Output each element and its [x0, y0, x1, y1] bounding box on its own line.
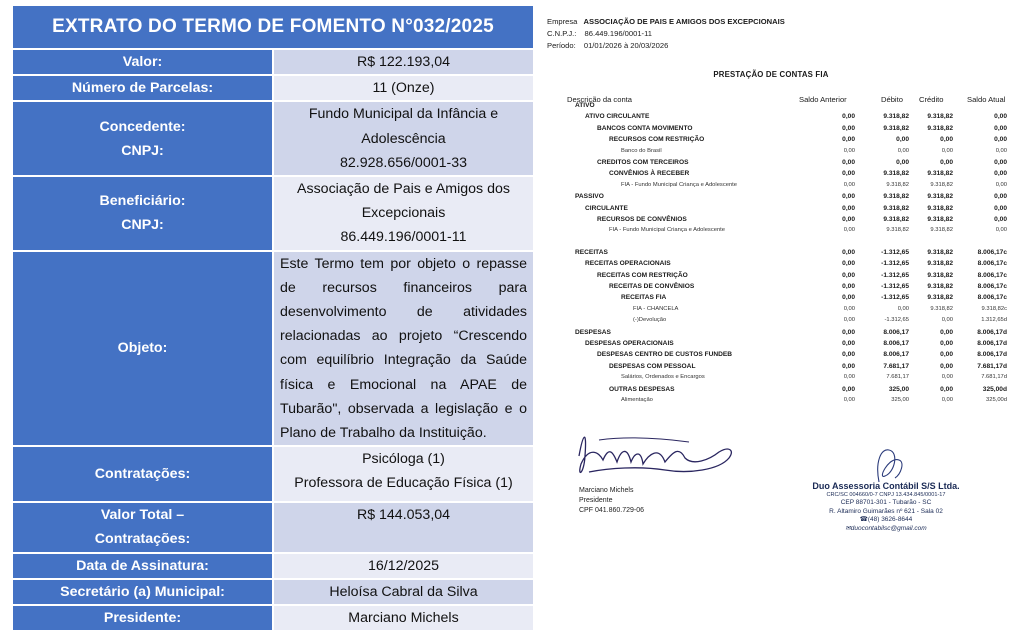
row-value	[273, 446, 534, 502]
account-row	[541, 259, 1013, 268]
saldo-anterior-value: 0,00	[842, 248, 855, 256]
extrato-row	[12, 101, 534, 176]
saldo-anterior-value: 0,00	[842, 340, 855, 347]
extrato-table	[11, 4, 535, 632]
credito-value: 9.318,82	[927, 271, 953, 279]
row-label: Objeto:	[12, 251, 273, 447]
credito-value: 9.318,82	[930, 305, 953, 312]
extrato-row	[12, 49, 534, 75]
signer-name: Marciano Michels	[579, 487, 634, 494]
account-description: RECEITAS	[575, 248, 608, 256]
credito-value: 0,00	[941, 374, 953, 381]
saldo-atual-value: 0,00	[994, 113, 1007, 121]
saldo-anterior-value: 0,00	[842, 159, 855, 166]
account-description: DESPESAS COM PESSOAL	[609, 362, 696, 370]
account-description: ATIVO CIRCULANTE	[585, 113, 650, 121]
email-icon: ✉	[845, 524, 851, 532]
saldo-atual-value: 325,00d	[986, 397, 1007, 403]
stamp-phone: (48) 3626-8644	[867, 516, 913, 524]
account-row	[541, 204, 1013, 213]
saldo-atual-value: 7.681,17d	[977, 362, 1007, 370]
accountant-signature	[859, 442, 919, 486]
accountant-stamp	[811, 482, 961, 534]
debito-value: 7.681,17	[883, 362, 909, 370]
debito-value: 7.681,17	[886, 374, 909, 381]
signature-marciano	[569, 416, 749, 486]
account-description: Salários, Ordenados e Encargos	[621, 374, 705, 381]
row-label: Presidente:	[12, 605, 273, 631]
row-value-line: 86.449.196/0001-11	[340, 229, 467, 246]
account-description: PASSIVO	[575, 193, 604, 201]
debito-value: 9.318,82	[886, 181, 909, 188]
debito-value: 325,00	[888, 385, 909, 393]
credito-value: 9.318,82	[927, 193, 953, 201]
account-row	[541, 396, 1013, 405]
saldo-anterior-value: 0,00	[842, 351, 855, 359]
periodo-value: 01/01/2026 à 20/03/2026	[583, 41, 669, 50]
cnpj-label: C.N.P.J.:	[547, 29, 577, 38]
account-description: Alimentação	[621, 397, 653, 403]
credito-value: 9.318,82	[927, 113, 953, 121]
row-label: Contratações:	[12, 446, 273, 502]
credito-value: 0,00	[941, 317, 953, 324]
account-description: CONVÊNIOS À RECEBER	[609, 170, 690, 178]
account-description: OUTRAS DESPESAS	[609, 385, 675, 393]
saldo-anterior-value: 0,00	[843, 181, 855, 188]
row-value	[273, 101, 534, 176]
credito-value: 0,00	[940, 385, 953, 393]
row-label-line: Contratações:	[94, 531, 191, 548]
account-description: DESPESAS	[575, 328, 611, 336]
account-row	[541, 362, 1013, 371]
account-row	[541, 339, 1013, 348]
account-description: RECURSOS DE CONVÊNIOS	[597, 216, 687, 223]
debito-value: 8.006,17	[883, 340, 909, 347]
account-row	[541, 101, 1013, 110]
saldo-anterior-value: 0,00	[842, 113, 855, 121]
debito-value: 0,00	[897, 305, 909, 312]
row-value: R$ 122.193,04	[273, 49, 534, 75]
row-value-line: Associação de Pais e Amigos dos Excepcionais	[297, 181, 510, 222]
account-row	[541, 158, 1013, 167]
account-row	[541, 328, 1013, 337]
saldo-anterior-value: 0,00	[842, 271, 855, 279]
extrato-row	[12, 605, 534, 631]
account-row	[541, 215, 1013, 224]
debito-value: 9.318,82	[883, 124, 909, 132]
row-label: Secretário (a) Municipal:	[12, 579, 273, 605]
debito-value: 9.318,82	[883, 216, 909, 223]
account-row	[541, 385, 1013, 394]
stamp-crc: CRC/SC 004660/0-7 CNPJ 13.434.845/0001-17	[826, 491, 946, 498]
account-description: FIA - Fundo Municipal Criança e Adolescente	[609, 227, 725, 234]
row-value: 16/12/2025	[273, 553, 534, 579]
saldo-atual-value: 0,00	[994, 124, 1007, 132]
debito-value: 9.318,82	[883, 113, 909, 121]
row-value-line: Fundo Municipal da Infância e Adolescência	[308, 106, 499, 147]
row-value: Heloísa Cabral da Silva	[273, 579, 534, 605]
debito-value: 8.006,17	[883, 351, 909, 359]
row-label-line: CNPJ:	[121, 217, 164, 234]
row-label: Número de Parcelas:	[12, 75, 273, 101]
extrato-row	[12, 502, 534, 552]
extrato-row	[12, 176, 534, 251]
saldo-anterior-value: 0,00	[842, 260, 855, 268]
extrato-row	[12, 251, 534, 447]
saldo-atual-value: 8.006,17c	[977, 294, 1007, 302]
row-label-line: Valor Total –	[100, 507, 185, 524]
saldo-atual-value: 8.006,17d	[977, 340, 1007, 347]
credito-value: 9.318,82	[927, 283, 953, 290]
saldo-atual-value: 325,00d	[982, 385, 1007, 393]
saldo-atual-value: 0,00	[995, 227, 1007, 234]
empresa-line	[547, 17, 785, 27]
saldo-atual-value: 0,00	[995, 181, 1007, 188]
saldo-anterior-value: 0,00	[842, 193, 855, 201]
row-value-line: 82.928.656/0001-33	[339, 154, 467, 171]
row-value: Marciano Michels	[273, 605, 534, 631]
credito-value: 0,00	[940, 136, 953, 144]
account-row	[541, 147, 1013, 156]
stamp-company: Duo Assessoria Contábil S/S Ltda.	[812, 481, 960, 491]
account-row	[541, 271, 1013, 280]
account-description: RECEITAS FIA	[621, 294, 667, 302]
credito-value: 0,00	[940, 362, 953, 370]
account-description: RECURSOS COM RESTRIÇÃO	[609, 136, 705, 144]
saldo-anterior-value: 0,00	[842, 362, 855, 370]
extrato-row	[12, 446, 534, 502]
account-row	[541, 293, 1013, 302]
saldo-atual-value: 0,00	[994, 170, 1007, 178]
stamp-phone-line	[811, 516, 961, 525]
signer-cpf: CPF 041.860.729-06	[579, 507, 644, 514]
credito-value: 9.318,82	[927, 248, 953, 256]
debito-value: -1.312,65	[884, 317, 909, 324]
debito-value: 325,00	[891, 397, 909, 403]
row-label	[12, 176, 273, 251]
account-description: FIA - Fundo Municipal Criança e Adolescente	[621, 181, 737, 188]
saldo-anterior-value: 0,00	[842, 294, 855, 302]
account-row	[541, 248, 1013, 257]
stamp-cep: CEP 88701-301 - Tubarão - SC	[840, 499, 932, 507]
account-description: (-)Devolução	[633, 317, 667, 324]
stamp-address: R. Altamiro Guimarães nº 621 - Sala 02	[829, 507, 943, 515]
saldo-atual-value: 0,00	[994, 159, 1007, 166]
saldo-anterior-value: 0,00	[843, 317, 855, 324]
row-value-line: Professora de Educação Física (1)	[294, 475, 513, 492]
row-label: Data de Assinatura:	[12, 553, 273, 579]
account-description: ATIVO	[575, 102, 595, 109]
account-row	[541, 112, 1013, 121]
credito-value: 9.318,82	[927, 170, 953, 178]
row-value: Este Termo tem por objeto o repasse de recursos financeiros para desenvolvimento de atividades relacionadas ao projeto “Crescendo com equilíbrio Integração da Saúde física e Emocional na APAE de Tubarão", observada a legislação e o Plano de Trabalho da Instituição.	[273, 251, 534, 447]
row-label	[12, 502, 273, 552]
debito-value: -1.312,65	[881, 294, 909, 302]
debito-value: 9.318,82	[883, 204, 909, 212]
stamp-email: duocontabilsc@gmail.com	[850, 524, 927, 532]
saldo-atual-value: 8.006,17c	[977, 260, 1007, 268]
debito-value: 0,00	[897, 147, 909, 154]
account-row	[541, 169, 1013, 178]
saldo-atual-value: 1.312,65d	[981, 317, 1007, 324]
saldo-anterior-value: 0,00	[842, 204, 855, 212]
saldo-anterior-value: 0,00	[843, 397, 855, 403]
account-description: CREDITOS COM TERCEIROS	[597, 159, 689, 166]
account-row	[541, 373, 1013, 382]
saldo-atual-value: 0,00	[994, 216, 1007, 223]
prestacao-contas-document	[541, 12, 1013, 564]
credito-value: 9.318,82	[930, 227, 953, 234]
saldo-atual-value: 0,00	[995, 147, 1007, 154]
credito-value: 9.318,82	[927, 204, 953, 212]
row-label-line: Beneficiário:	[99, 193, 186, 210]
col-saldo-atual: Saldo Atual	[967, 95, 1006, 104]
account-row	[541, 226, 1013, 235]
saldo-atual-value: 8.006,17c	[977, 271, 1007, 279]
col-saldo-anterior: Saldo Anterior	[799, 95, 847, 104]
extrato-title: EXTRATO DO TERMO DE FOMENTO N°032/2025	[12, 5, 534, 49]
debito-value: -1.312,65	[881, 283, 909, 290]
saldo-anterior-value: 0,00	[842, 385, 855, 393]
saldo-atual-value: 8.006,17d	[977, 351, 1007, 359]
saldo-atual-value: 0,00	[994, 204, 1007, 212]
periodo-label: Período:	[547, 41, 576, 50]
saldo-anterior-value: 0,00	[842, 170, 855, 178]
extrato-row	[12, 75, 534, 101]
account-row	[541, 305, 1013, 314]
row-label: Valor:	[12, 49, 273, 75]
credito-value: 9.318,82	[927, 260, 953, 268]
empresa-name: ASSOCIAÇÃO DE PAIS E AMIGOS DOS EXCEPCIONAIS	[583, 17, 785, 26]
row-label-line: CNPJ:	[121, 142, 164, 159]
account-row	[541, 124, 1013, 133]
signer-role: Presidente	[579, 497, 613, 504]
debito-value: 9.318,82	[886, 227, 909, 234]
credito-value: 0,00	[940, 340, 953, 347]
extrato-panel	[11, 4, 535, 632]
empresa-label: Empresa	[547, 17, 578, 26]
saldo-atual-value: 7.681,17d	[981, 374, 1007, 381]
saldo-anterior-value: 0,00	[842, 124, 855, 132]
account-description: Banco do Brasil	[621, 147, 662, 154]
saldo-atual-value: 0,00	[994, 136, 1007, 144]
cnpj-value: 86.449.196/0001-11	[584, 29, 652, 38]
account-description: RECEITAS OPERACIONAIS	[585, 260, 671, 268]
debito-value: 0,00	[896, 159, 909, 166]
saldo-atual-value: 9.318,82c	[981, 305, 1007, 312]
account-description: DESPESAS CENTRO DE CUSTOS FUNDEB	[597, 351, 733, 359]
saldo-anterior-value: 0,00	[842, 136, 855, 144]
account-row	[541, 192, 1013, 201]
saldo-anterior-value: 0,00	[842, 328, 855, 336]
credito-value: 0,00	[940, 328, 953, 336]
account-description: FIA - CHANCELA	[633, 305, 679, 312]
row-label-line: Concedente:	[99, 118, 186, 135]
saldo-atual-value: 0,00	[994, 193, 1007, 201]
account-description: BANCOS CONTA MOVIMENTO	[597, 124, 693, 132]
row-value	[273, 176, 534, 251]
saldo-anterior-value: 0,00	[843, 305, 855, 312]
cnpj-line	[547, 29, 652, 39]
account-row	[541, 350, 1013, 359]
account-row	[541, 316, 1013, 325]
credito-value: 0,00	[941, 147, 953, 154]
extrato-row	[12, 553, 534, 579]
credito-value: 9.318,82	[927, 124, 953, 132]
account-description: RECEITAS COM RESTRIÇÃO	[597, 271, 688, 279]
credito-value: 9.318,82	[930, 181, 953, 188]
row-value: 11 (Onze)	[273, 75, 534, 101]
col-descricao: Descrição da conta	[567, 95, 633, 104]
account-row	[541, 282, 1013, 291]
saldo-atual-value: 8.006,17c	[977, 283, 1007, 290]
row-value: R$ 144.053,04	[273, 502, 534, 552]
debito-value: 9.318,82	[883, 193, 909, 201]
debito-value: 8.006,17	[883, 328, 909, 336]
saldo-anterior-value: 0,00	[843, 147, 855, 154]
saldo-anterior-value: 0,00	[842, 283, 855, 290]
credito-value: 0,00	[940, 159, 953, 166]
saldo-atual-value: 8.006,17d	[977, 328, 1007, 336]
credito-value: 0,00	[940, 351, 953, 359]
credito-value: 0,00	[941, 397, 953, 403]
periodo-line	[547, 41, 668, 51]
stamp-email-line	[811, 525, 961, 534]
account-description: RECEITAS DE CONVÊNIOS	[609, 283, 695, 290]
credito-value: 9.318,82	[927, 216, 953, 223]
saldo-atual-value: 8.006,17c	[977, 248, 1007, 256]
credito-value: 9.318,82	[927, 294, 953, 302]
saldo-anterior-value: 0,00	[842, 216, 855, 223]
account-description: DESPESAS OPERACIONAIS	[585, 340, 674, 347]
row-label	[12, 101, 273, 176]
saldo-anterior-value: 0,00	[843, 374, 855, 381]
debito-value: 0,00	[896, 136, 909, 144]
debito-value: 9.318,82	[883, 170, 909, 178]
col-credito: Crédito	[919, 95, 944, 104]
phone-icon: ☎	[859, 516, 868, 524]
account-row	[541, 135, 1013, 144]
extrato-row	[12, 579, 534, 605]
document-title: PRESTAÇÃO DE CONTAS FIA	[713, 70, 829, 79]
debito-value: -1.312,65	[881, 260, 909, 268]
saldo-anterior-value: 0,00	[843, 227, 855, 234]
account-row	[541, 181, 1013, 190]
col-debito: Débito	[881, 95, 903, 104]
debito-value: -1.312,65	[881, 248, 909, 256]
debito-value: -1.312,65	[881, 271, 909, 279]
row-value-line: Psicóloga (1)	[362, 451, 445, 468]
account-description: CIRCULANTE	[585, 204, 628, 212]
